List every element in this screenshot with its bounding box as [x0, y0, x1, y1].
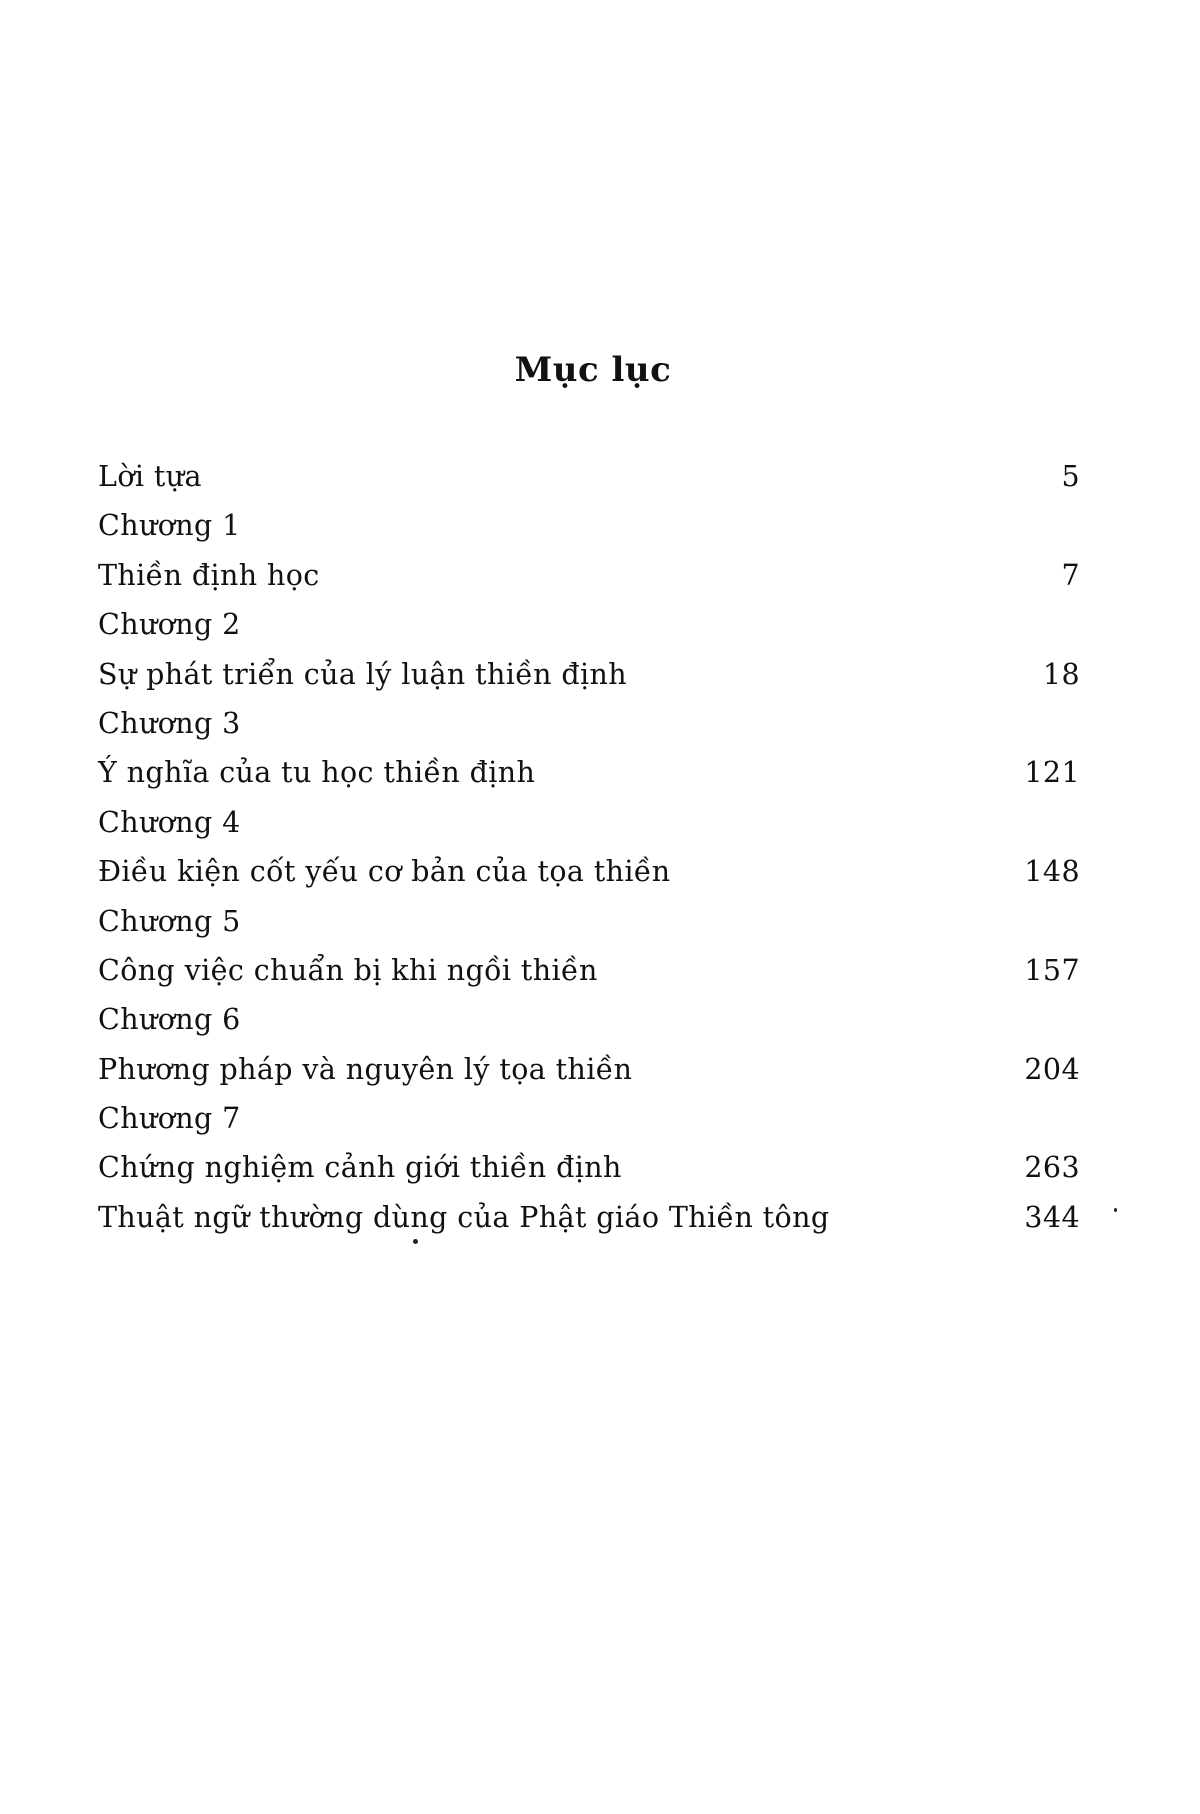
toc-entry-label: Chương 5: [98, 904, 241, 938]
toc-page-number: 121: [1024, 756, 1080, 790]
toc-page-number: 204: [1024, 1052, 1080, 1086]
toc-entry-label: Chương 1: [98, 509, 241, 543]
toc-entry-label: Phương pháp và nguyên lý tọa thiền: [98, 1052, 633, 1086]
toc-chapter-heading: [98, 699, 1080, 748]
toc-entry: [98, 1143, 1080, 1192]
scan-speck: [1114, 1208, 1117, 1212]
toc-page-number: 157: [1024, 953, 1080, 987]
toc-entry: [98, 748, 1080, 797]
toc-entry-preface: [98, 452, 1080, 501]
toc-entry-label: Điều kiện cốt yếu cơ bản của tọa thiền: [98, 855, 671, 889]
toc-entry-label: Ý nghĩa của tu học thiền định: [98, 756, 536, 790]
toc-page-number: 18: [1042, 657, 1080, 691]
toc-page-number: 263: [1024, 1151, 1080, 1185]
toc-entry-label: Chương 2: [98, 608, 241, 642]
toc-entry: [98, 551, 1080, 600]
toc-entry-label: Thiền định học: [98, 558, 320, 592]
toc-chapter-heading: [98, 600, 1080, 649]
toc-entry-label: Chương 3: [98, 706, 241, 740]
toc-entry: [98, 847, 1080, 896]
toc-entry: [98, 650, 1080, 699]
toc-entry: [98, 946, 1080, 995]
toc-entry-glossary: [98, 1193, 1080, 1242]
toc-chapter-heading: [98, 501, 1080, 550]
toc-entry-label: Chứng nghiệm cảnh giới thiền định: [98, 1151, 622, 1185]
table-of-contents: [98, 452, 1080, 1242]
toc-entry-label: Chương 4: [98, 805, 241, 839]
toc-entry: [98, 1045, 1080, 1094]
toc-page-number: 5: [1061, 460, 1080, 493]
toc-entry-label: Sự phát triển của lý luận thiền định: [98, 657, 628, 691]
toc-chapter-heading: [98, 897, 1080, 946]
toc-page-number: 148: [1024, 855, 1080, 889]
toc-entry-label: Chương 7: [98, 1102, 241, 1136]
toc-entry-label: Thuật ngữ thường dùng của Phật giáo Thiền tông: [98, 1200, 830, 1234]
toc-page-number: 7: [1061, 558, 1080, 592]
toc-entry-label: Công việc chuẩn bị khi ngồi thiền: [98, 953, 598, 987]
toc-entry-label: Lời tựa: [98, 460, 202, 493]
toc-page-number: 344: [1024, 1200, 1080, 1234]
toc-chapter-heading: [98, 798, 1080, 847]
page-title: Mục lục: [514, 350, 672, 390]
toc-entry-label: Chương 6: [98, 1003, 241, 1037]
toc-chapter-heading: [98, 1094, 1080, 1143]
toc-chapter-heading: [98, 995, 1080, 1044]
scan-speck: [413, 1239, 418, 1244]
